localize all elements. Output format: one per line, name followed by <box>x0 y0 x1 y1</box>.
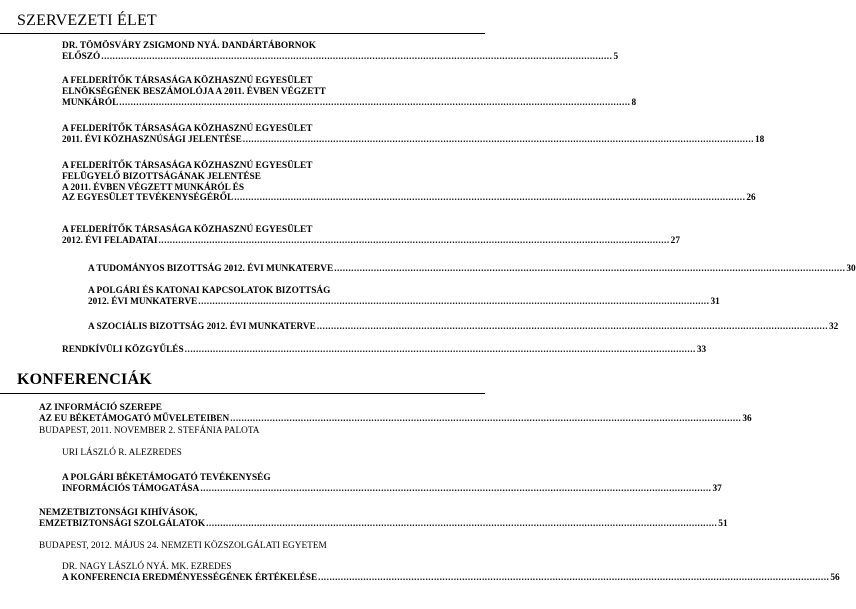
entry-line: FELÜGYELŐ BIZOTTSÁGÁNAK JELENTÉSE <box>62 171 261 182</box>
toc-entry[interactable] <box>62 562 840 584</box>
entry-line: A FELDERÍTŐK TÁRSASÁGA KÖZHASZNÚ EGYESÜLET <box>62 124 313 134</box>
toc-entry[interactable] <box>62 473 722 495</box>
dot-leader: ..................................................................................................................................................................................... <box>198 296 710 307</box>
event-venue: BUDAPEST, 2011. NOVEMBER 2. STEFÁNIA PALOTA <box>39 426 260 436</box>
page-number: 32 <box>829 322 839 332</box>
dot-leader: ..................................................................................................................................................................................... <box>316 322 829 332</box>
dot-leader: ..................................................................................................................................................................................... <box>334 264 846 274</box>
entry-line: NEMZETBIZTONSÁGI KIHÍVÁSOK, <box>39 508 198 518</box>
toc-entry[interactable] <box>88 286 720 308</box>
entry-line: 2012. ÉVI MUNKATERVE <box>88 296 198 307</box>
page-number: 56 <box>830 572 840 583</box>
entry-line: ELŐSZÓ <box>62 51 101 62</box>
entry-line: 2012. ÉVI FELADATAI <box>62 235 158 246</box>
dot-leader: ..................................................................................................................................................................................... <box>158 235 670 246</box>
entry-line: A POLGÁRI BÉKETÁMOGATÓ TEVÉKENYSÉG <box>62 473 271 483</box>
page-number: 30 <box>846 264 856 274</box>
entry-line: AZ INFORMÁCIÓ SZEREPE <box>39 403 162 413</box>
entry-line: A TUDOMÁNYOS BIZOTTSÁG 2012. ÉVI MUNKATERVE <box>88 264 334 274</box>
page-number: 8 <box>631 97 637 108</box>
dot-leader: ..................................................................................................................................................................................... <box>234 193 746 204</box>
entry-line: A FELDERÍTŐK TÁRSASÁGA KÖZHASZNÚ EGYESÜLET <box>62 76 313 86</box>
entry-line: A FELDERÍTŐK TÁRSASÁGA KÖZHASZNÚ EGYESÜLET <box>62 225 313 235</box>
dot-leader: ..................................................................................................................................................................................... <box>206 518 718 529</box>
page-number: 18 <box>754 134 765 145</box>
speaker-name: DR. NAGY LÁSZLÓ NYÁ. MK. EZREDES <box>62 562 232 572</box>
toc-entry[interactable] <box>62 345 707 356</box>
page-number: 36 <box>742 413 752 424</box>
toc-entry[interactable] <box>88 322 839 333</box>
entry-line: A POLGÁRI ÉS KATONAI KAPCSOLATOK BIZOTTSÁG <box>88 286 331 296</box>
toc-entry[interactable] <box>88 264 856 275</box>
dot-leader: ..................................................................................................................................................................................... <box>101 51 613 62</box>
entry-line: DR. TÖMÖSVÁRY ZSIGMOND NYÁ. DANDÁRTÁBORNOK <box>62 41 316 51</box>
speaker-name: URI LÁSZLÓ R. ALEZREDES <box>62 448 182 458</box>
page-number: 27 <box>670 235 680 246</box>
dot-leader: ..................................................................................................................................................................................... <box>184 345 696 355</box>
page-number: 31 <box>710 296 720 307</box>
entry-line: A 2011. ÉVBEN VÉGZETT MUNKÁRÓL ÉS <box>62 182 245 193</box>
page-number: 26 <box>746 193 756 204</box>
entry-line: ELNÖKSÉGÉNEK BESZÁMOLÓJA A 2011. ÉVBEN VÉGZETT <box>62 86 326 97</box>
entry-line: AZ EU BÉKETÁMOGATÓ MŰVELETEIBEN <box>39 413 230 424</box>
entry-line: A KONFERENCIA EREDMÉNYESSÉGÉNEK ÉRTÉKELÉSE <box>62 572 318 583</box>
entry-line: RENDKÍVÜLI KÖZGYŰLÉS <box>62 345 184 355</box>
dot-leader: ..................................................................................................................................................................................... <box>200 483 712 494</box>
toc-entry[interactable] <box>39 508 728 530</box>
section-divider <box>0 33 485 34</box>
event-venue: BUDAPEST, 2012. MÁJUS 24. NEMZETI KÖZSZOLGÁLATI EGYETEM <box>39 541 327 551</box>
entry-line: A FELDERÍTŐK TÁRSASÁGA KÖZHASZNÚ EGYESÜLET <box>62 161 313 171</box>
entry-line: AZ EGYESÜLET TEVÉKENYSÉGÉRŐL <box>62 193 234 204</box>
entry-line: INFORMÁCIÓS TÁMOGATÁSA <box>62 483 200 494</box>
toc-entry[interactable] <box>62 76 637 108</box>
page-number: 51 <box>718 518 728 529</box>
page-number: 37 <box>712 483 722 494</box>
dot-leader: ..................................................................................................................................................................................... <box>230 413 742 424</box>
dot-leader: ..................................................................................................................................................................................... <box>119 97 631 108</box>
section-title-szervezeti-elet: SZERVEZETI ÉLET <box>17 12 157 29</box>
dot-leader: ..................................................................................................................................................................................... <box>242 134 754 145</box>
toc-entry[interactable] <box>39 403 752 425</box>
toc-entry[interactable] <box>62 225 680 247</box>
toc-entry[interactable] <box>62 161 756 204</box>
entry-line: MUNKÁRÓL <box>62 97 119 108</box>
dot-leader: ..................................................................................................................................................................................... <box>318 572 830 583</box>
entry-line: A SZOCIÁLIS BIZOTTSÁG 2012. ÉVI MUNKATERVE <box>88 322 316 332</box>
page-number: 5 <box>613 51 619 62</box>
section-title-konferenciak: KONFERENCIÁK <box>17 371 152 388</box>
toc-entry[interactable] <box>62 41 619 63</box>
toc-entry[interactable] <box>62 124 765 146</box>
entry-line: EMZETBIZTONSÁGI SZOLGÁLATOK <box>39 518 206 529</box>
page-number: 33 <box>696 345 707 355</box>
section-divider <box>0 393 485 394</box>
entry-line: 2011. ÉVI KÖZHASZNÚSÁGI JELENTÉSE <box>62 134 242 145</box>
